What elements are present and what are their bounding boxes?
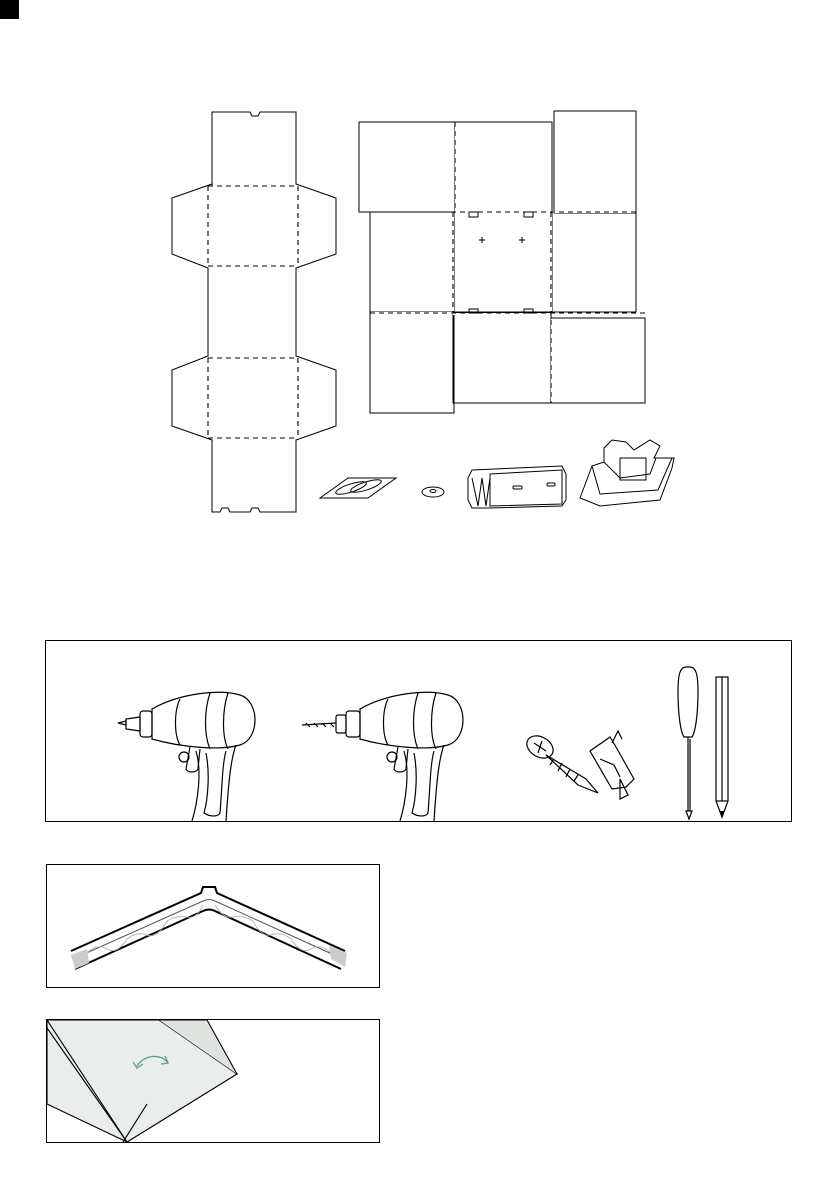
drill-drill-bit-icon xyxy=(302,692,463,821)
mounted-clip xyxy=(580,440,674,506)
wall-bracket xyxy=(468,466,566,508)
pencil-icon xyxy=(716,677,728,817)
screwdriver-icon xyxy=(678,667,698,819)
adhesive-pads xyxy=(320,477,396,498)
fold-sheet-icon xyxy=(47,1020,237,1142)
fold-cross-section-icon xyxy=(71,887,347,969)
washer xyxy=(422,487,444,497)
fold-detail-panel xyxy=(46,864,380,988)
tools-panel xyxy=(45,640,792,822)
cross-sheet-piece xyxy=(359,111,645,413)
long-strip-piece xyxy=(172,112,336,512)
parts-layout xyxy=(0,0,840,530)
drill-screw-bit-icon xyxy=(118,692,255,821)
fold-direction-panel xyxy=(46,1019,380,1143)
screw-and-plug-icon xyxy=(523,731,634,799)
